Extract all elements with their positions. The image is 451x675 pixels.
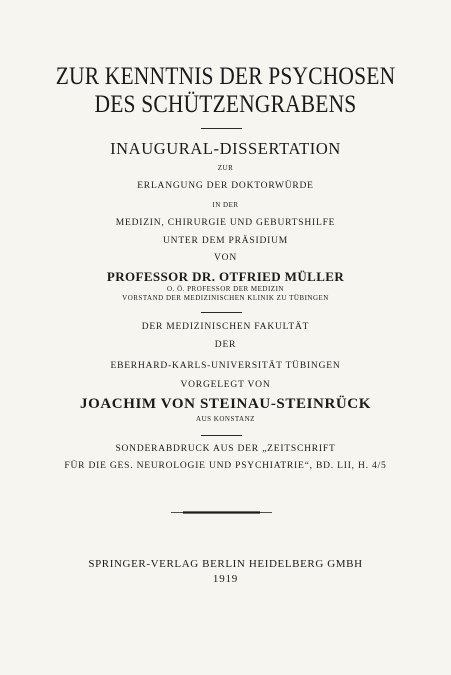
professor-rule	[201, 312, 242, 313]
dissertation-heading: INAUGURAL-DISSERTATION	[110, 139, 341, 158]
fields-text: MEDIZIN, CHIRURGIE UND GEBURTSHILFE	[115, 218, 336, 228]
unter-text: UNTER DEM PRÄSIDIUM	[163, 236, 288, 246]
title-line-1: ZUR KENNTNIS DER PSYCHOSEN	[55, 63, 396, 90]
offprint-line-1: SONDERABDRUCK AUS DER „ZEITSCHRIFT	[115, 444, 336, 454]
publisher-name: SPRINGER-VERLAG BERLIN HEIDELBERG GMBH	[88, 558, 363, 570]
author-rule	[201, 435, 242, 436]
erlangung-text: ERLANGUNG DER DOKTORWÜRDE	[137, 181, 314, 191]
author-name: JOACHIM VON STEINAU-STEINRÜCK	[79, 396, 372, 412]
von-text: VON	[214, 253, 237, 263]
professor-role-2: VORSTAND DER MEDIZINISCHEN KLINIK ZU TÜBINGEN	[122, 294, 329, 302]
offprint-line-2: FÜR DIE GES. NEUROLOGIE UND PSYCHIATRIE“, BD. LII, H. 4/5	[64, 461, 387, 471]
zur-text: ZUR	[217, 164, 234, 172]
university-name: EBERHARD-KARLS-UNIVERSITÄT TÜBINGEN	[110, 361, 341, 371]
author-origin: AUS KONSTANZ	[196, 415, 255, 423]
faculty-line: DER MEDIZINISCHEN FAKULTÄT	[141, 322, 310, 332]
professor-name: PROFESSOR DR. OTFRIED MÜLLER	[106, 269, 345, 284]
vorgelegt-text: VORGELEGT VON	[180, 380, 271, 390]
der-text: DER	[214, 340, 237, 350]
professor-role-1: O. Ö. PROFESSOR DER MEDIZIN	[167, 285, 284, 293]
ornament-rule	[171, 511, 272, 514]
publication-year: 1919	[212, 573, 239, 585]
title-rule	[201, 128, 242, 129]
in-der-text: IN DER	[212, 201, 239, 209]
title-line-2: DES SCHÜTZENGRABENS	[94, 91, 357, 118]
